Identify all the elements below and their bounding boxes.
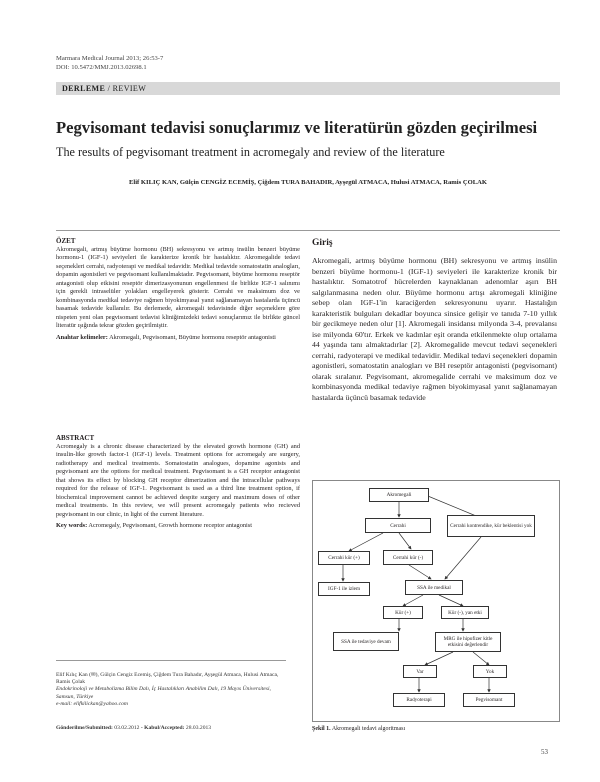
divider: [56, 230, 560, 231]
section-label: [62, 84, 146, 93]
node-cerrahi: Cerrahi: [365, 518, 431, 533]
article-subtitle: The results of pegvisomant treatment in acromegaly and review of the literature: [56, 145, 445, 159]
author-list: Elif KILIÇ KAN, Gülçin CENGİZ ECEMİŞ, Çiğdem TURA BAHADIR, Ayşegül ATMACA, Hulusi ATMACA, Ramis ÇOLAK: [129, 179, 487, 186]
node-kur-pos: Kür (+): [383, 606, 423, 619]
abstract-section: [56, 434, 300, 531]
affiliation-names: Elif Kılıç Kan (✉), Gülçin Cengiz Ecemiş, Çiğdem Tura Bahadır, Ayşegül Atmaca, Hulusi Atmaca, Ramis Çolak: [56, 672, 279, 686]
node-ssa-devam: SSA ile tedaviye devam: [333, 632, 399, 651]
caption-text: Akromegali tedavi algoritması: [330, 726, 406, 732]
node-pegvisomant: Pegvisomant: [463, 693, 515, 707]
flowchart-figure: [312, 480, 560, 722]
giris-heading: Giriş: [312, 238, 333, 248]
journal-citation: [56, 55, 163, 72]
ozet-keywords-label: Anahtar kelimeler:: [56, 333, 108, 341]
affiliation-email: e-mail: elifkilickan@yahoo.com: [56, 700, 128, 707]
giris-text: Akromegali, artmış büyüme hormonu (BH) sekresyonu ve artmış insülin benzeri büyüme hormonu-1 (IGF-1) seviyeleri ile karakterize kronik bir hastalıktır. Somatotrof hücrelerden kaynaklanan adenomlar aşırı BH salgılanmasına neden olur. Büyüme hormonu artışı akromegali kliniğine sebep olan IGF-1'in karaciğerden sekresyonunu uyarır. Hastalığın karakteristik bulguları dekadlar boyunca sinsice gelişir ve tanıda 7-10 yıllık bir gecikmeye neden olur [1]. Akromegali insidansı milyonda 3-4, prevalansı ise milyonda 60'tır. Erkek ve kadınlar eşit oranda etkilenmekte olup ortalama 44 yaşında tanı almaktadırlar [2]. Akromegalide mevcut tedavi seçenekleri cerrahi, radyoterapi ve medikal tedavidir. Medikal tedavi seçenekleri dopamin agonistleri, somatostatin analogları ve BH reseptör antagonisti (pegvisomant) olarak sıralanır. Pegvisomant, akromegalide cerrahi ve maksimum doz ve kombinasyonda medikal tedaviye rağmen biyokimyasal yanıt sağlanamayan hastalarda üçüncü basamak tedavide: [312, 256, 557, 402]
submission-dates: [56, 725, 211, 731]
ozet-heading: ÖZET: [56, 237, 76, 245]
affiliation-divider: [56, 660, 286, 661]
ozet-text: Akromegali, artmış büyüme hormonu (BH) sekresyonu ve artmış insülin benzeri büyüme hormonu-1 (IGF-1) seviyeleri ile karakterize kronik bir hastalıktır. Akromegalide tedavi seçenekleri cerrahi, radyoterapi ve medikal tedavidir. Medikal tedavide somatostatin analogları, dopamin agonistleri ve pegvisomant kullanılmaktadır. Pegvisomant, büyüme hormonu reseptör antagonisti olup etkisini reseptör dimerizasyonunun engellenmesi ile birlikte IGF-1 salınımı için gerekli intraselüler yolakları engelleyerek gösterir. Cerrahi ve maksimum doz ve kombinasyonda medikal tedaviye rağmen biyokimyasal yanıt sağlanamayan hastalarda üçüncü basamak tedavide kullanılır. Bu derlemede, akromegali tedavisinde diğer seçeneklere göre nispeten yeni olan pegvisomant tedavisi kliniğimizdeki tedavi sonuçlarımız ile birlikte güncel literatür ışığında tekrar gözden geçirilmiştir.: [56, 245, 300, 329]
figure-caption: [312, 726, 405, 732]
node-igf-izlem: IGF-1 ile izlem: [318, 582, 370, 596]
node-kontrendike: Cerrahi kontrendike, kür beklentisi yok: [447, 515, 535, 537]
node-kur-neg: Kür (-), yan etki: [441, 606, 489, 619]
section-label-bold: DERLEME: [62, 84, 106, 93]
accepted-date: 28.03.2013: [184, 725, 212, 731]
node-mrg: MRG ile hipofizer kitle etkisini değerlendir: [435, 632, 501, 652]
node-yok: Yok: [473, 665, 507, 678]
section-label-rest: / REVIEW: [105, 84, 147, 93]
node-var: Var: [403, 665, 437, 678]
submitted-date: 03.02.2012: [112, 725, 140, 731]
abstract-heading: ABSTRACT: [56, 434, 95, 442]
page-number: 53: [541, 748, 548, 756]
abstract-text: Acromegaly is a chronic disease characterized by the elevated growth hormone (GH) and insulin-like growth factor-1 (IGF-1) levels. Treatment options for acromegaly are surgery, radiotherapy and medical treatments. Somatostatin analogues, dopamine agonists and pegvisomant are the options for medical treatment. Pegvisomant is a GH receptor antagonist that shows its effect by blocking GH receptor dimerization and the intracellular pathways required for the release of IGF-1. Pegvisomant is used as a third line treatment option, if biochemical improvement cannot be achieved despite surgery and maximum doses of other medical treatments. In this review, we will present acromegaly patients who recieved pegvisomant in our clinic, in light of the current literature.: [56, 442, 300, 518]
node-cerrahi-kur-neg: Cerrahi kür (-): [383, 550, 433, 565]
ozet-keywords-text: Akromegali, Pegvisomant, Büyüme hormonu reseptör antagonisti: [107, 333, 276, 341]
node-ssa-medikal: SSA ile medikal: [405, 580, 463, 595]
node-cerrahi-kur: Cerrahi kür (+): [318, 551, 370, 565]
abstract-keywords-label: Key words:: [56, 522, 88, 529]
node-akromegali: Akromegali: [369, 488, 429, 502]
ozet-section: [56, 237, 300, 342]
accepted-label: - Kabul/Accepted:: [139, 725, 185, 731]
doi-line: DOI: 10.5472/MMJ.2013.02698.1: [56, 63, 147, 71]
abstract-keywords: [56, 522, 300, 531]
submitted-label: Gönderilme/Submitted:: [56, 725, 113, 731]
node-radyoterapi: Radyoterapi: [393, 693, 445, 707]
journal-line: Marmara Medical Journal 2013; 26:53-7: [56, 55, 164, 62]
affiliation: [56, 672, 286, 708]
caption-label: Şekil 1.: [312, 726, 331, 732]
ozet-keywords: [56, 334, 300, 343]
abstract-keywords-text: Acromegaly, Pegvisomant, Growth hormone receptor antagonist: [87, 522, 253, 529]
affiliation-dept: Endokrinoloji ve Metabolizma Bilim Dalı, İç Hastalıkları Anabilim Dalı, 19 Mayıs Üniversitesi, Samsun, Türkiye: [56, 686, 271, 700]
article-title: Pegvisomant tedavisi sonuçlarımız ve literatürün gözden geçirilmesi: [56, 118, 538, 137]
